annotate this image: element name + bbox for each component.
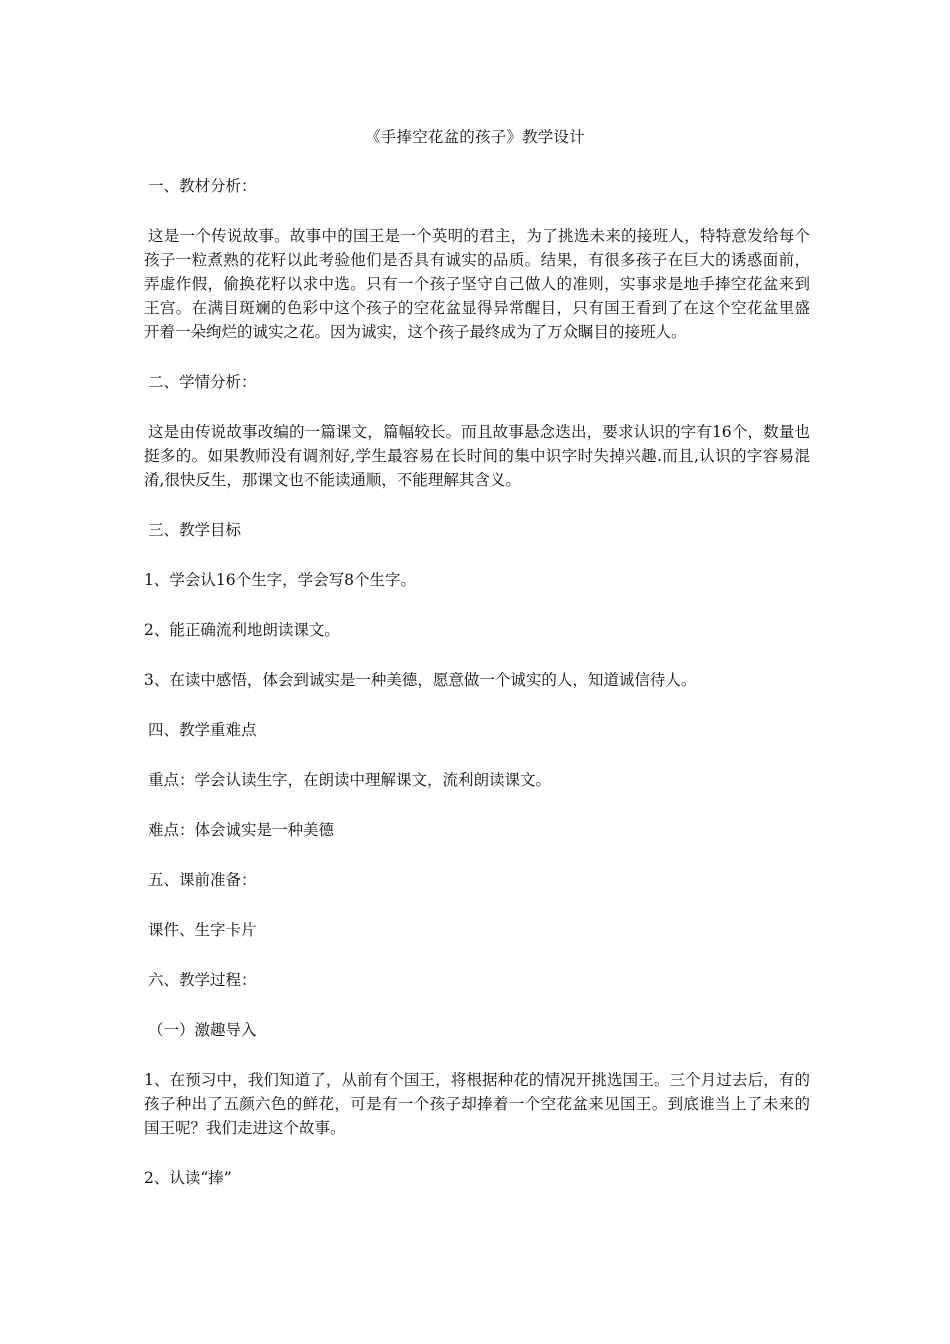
keypoint-focus: 重点：学会认读生字，在朗读中理解课文，流利朗读课文。: [148, 771, 552, 789]
section-heading-keypoints: 四、教学重难点: [148, 721, 257, 739]
process-subheading-1: （一）激趣导入: [148, 1021, 257, 1039]
keypoint-difficulty: 难点：体会诚实是一种美德: [148, 821, 335, 839]
section-heading-analysis: 一、教材分析：: [148, 177, 257, 195]
paragraph-analysis: 这是一个传说故事。故事中的国王是一个英明的君主，为了挑选未来的接班人，特特意发给每个孩子一粒煮熟的花籽以此考验他们是否具有诚实的品质。结果，有很多孩子在巨大的诱惑面前，弄虚作假，偷换花籽以求中选。只有一个孩子坚守自己做人的准则，实事求是地手捧空花盆来到王宫。在满目斑斓的色彩中这个孩子的空花盆显得异常醒目，只有国王看到了在这个空花盆里盛开着一朵绚烂的诚实之花。因为诚实，这个孩子最终成为了万众瞩目的接班人。: [144, 227, 810, 341]
section-heading-process: 六、教学过程：: [148, 971, 257, 989]
section-heading-goals: 三、教学目标: [148, 521, 242, 539]
section-heading-prep: 五、课前准备：: [148, 871, 257, 889]
document-body: [144, 174, 810, 1190]
process-step-1: 1、在预习中，我们知道了，从前有个国王，将根据种花的情况开挑选国王。三个月过去后，有的孩子种出了五颜六色的鲜花，可是有一个孩子却捧着一个空花盆来见国王。到底谁当上了未来的国王呢？我们走进这个故事。: [144, 1071, 810, 1137]
prep-text: 课件、生字卡片: [148, 921, 257, 939]
process-step-2: 2、认读“捧”: [144, 1169, 232, 1187]
goal-item-2: 2、能正确流利地朗读课文。: [144, 621, 340, 639]
goal-item-1: 1、学会认16个生字，学会写8个生字。: [144, 571, 416, 589]
document-title: 《手捧空花盆的孩子》教学设计: [365, 128, 585, 146]
paragraph-learner: 这是由传说故事改编的一篇课文，篇幅较长。而且故事悬念迭出，要求认识的字有16个，数量也挺多的。如果教师没有调剂好,学生最容易在长时间的集中识字时失掉兴趣.而且,认识的字容易混淆,很快反生，那课文也不能读通顺，不能理解其含义。: [144, 423, 810, 489]
section-heading-learner: 二、学情分析：: [148, 373, 257, 391]
goal-item-3: 3、在读中感悟，体会到诚实是一种美德，愿意做一个诚实的人，知道诚信待人。: [144, 671, 697, 689]
